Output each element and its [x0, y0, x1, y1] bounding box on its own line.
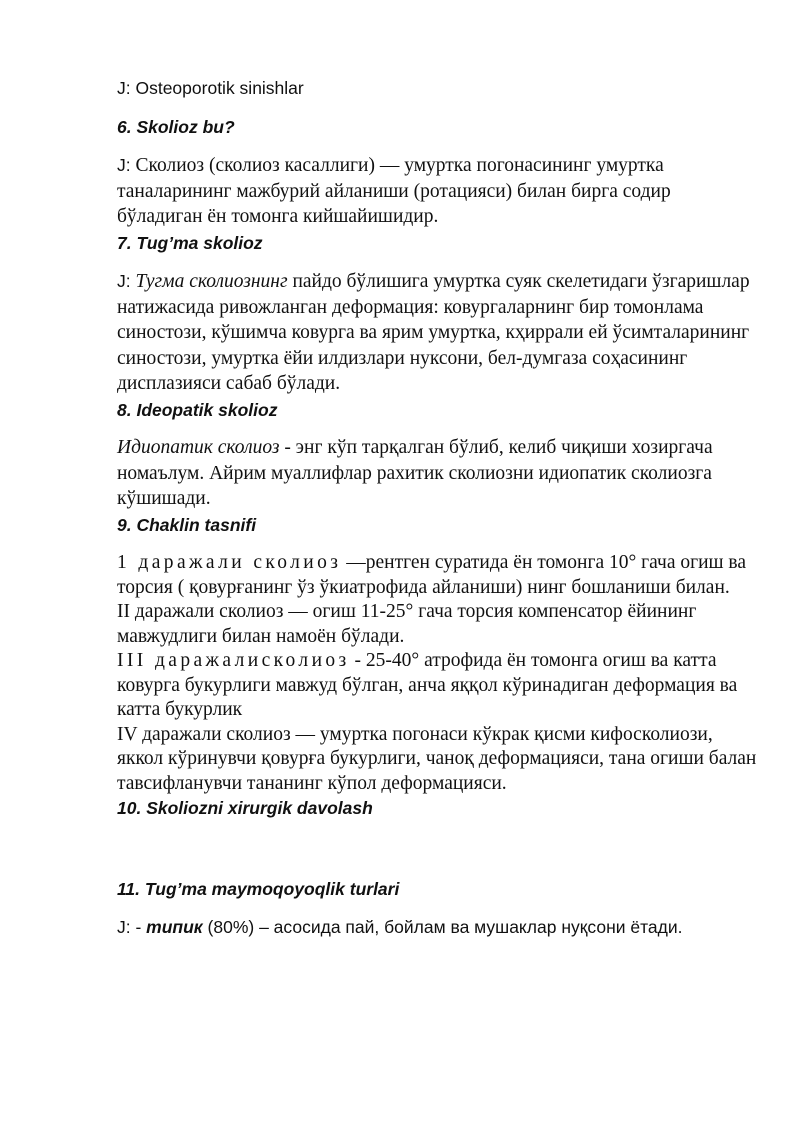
- degree-3-term: III даражалисколиоз: [117, 650, 350, 671]
- answer-8-text: - энг кўп тарқалган бўлиб, келиб чиқиши хозиргача номаълум. Айрим муаллифлар рахитик сколиозни идиопатик сколиозга кўшишади.: [117, 437, 713, 509]
- question-8-heading: 8. Ideopatik skolioz: [117, 399, 278, 420]
- question-11-heading: 11. Tug’ma maymoqoyoqlik turlari: [117, 878, 400, 899]
- answer-5: J: Osteoporotik sinishlar: [117, 78, 304, 98]
- answer-8: [117, 436, 757, 513]
- degree-2-paragraph: II даражали сколиоз — огиш 11-25° гача торсия компенсатор ёйининг мавжудлиги билан намоён бўлади.: [117, 601, 697, 647]
- degree-1-term: 1 даражали сколиоз: [117, 552, 342, 573]
- degree-1-paragraph: [117, 551, 757, 600]
- answer-8-term: Идиопатик сколиоз: [117, 437, 280, 458]
- answer-prefix: J:: [117, 271, 136, 291]
- degree-1-text: —рентген суратида ён томонга 10° гача огиш ва торсия ( қовурғанинг ўз ўкиатрофида айланиши) нинг бошланиши билан.: [117, 552, 747, 598]
- degree-3-text: - 25-40° атрофида ён томонга огиш ва катта ковурга букурлиги мавжуд бўлган, анча яққол кўринадиган деформация ва катта букурлик: [117, 650, 738, 720]
- document-page: [117, 76, 757, 942]
- degree-3-paragraph: [117, 649, 757, 723]
- answer-6-text: Сколиоз (сколиоз касаллиги) — умуртка погонасининг умуртка таналарининг мажбурий айланиши (ротацияси) билан бирга содир бўладиган ён томонга кийшайишидир.: [117, 155, 671, 227]
- answer-11-text: (80%) – асосида пай, бойлам ва мушаклар нуқсони ётади.: [202, 917, 683, 937]
- answer-7-text: пайдо бўлишига умуртка суяк скелетидаги ўзгаришлар натижасида ривожланган деформация: ковургаларнинг бир томонлама синостози, кўшимча ковурга ва ярим умуртка, кҳиррали ей ўсимталарининг синостози, умуртка ёйи илдизлари нуксони, бел-думгаза соҳасининг дисплазияси сабаб бўлади.: [117, 271, 750, 394]
- answer-6: [117, 153, 757, 231]
- question-7-heading: 7. Tug’ma skolioz: [117, 232, 263, 253]
- answer-7-term: Тугма сколиознинг: [135, 271, 288, 292]
- answer-prefix: J:: [117, 155, 136, 175]
- degree-4-paragraph: IV даражали сколиоз — умуртка погонаси кўкрак қисми кифосколиози, яккол кўринувчи қовурға букурлиги, чаноқ деформацияси, тана огиши балан тавсифланувчи тананинг кўпол деформацияси.: [117, 723, 757, 794]
- question-10-heading: 10. Skoliozni xirurgik davolash: [117, 798, 373, 818]
- answer-11-term: типик: [146, 917, 203, 937]
- answer-11: [117, 915, 757, 942]
- answer-prefix: J: -: [117, 917, 147, 937]
- answer-7: [117, 269, 757, 398]
- question-6-heading: 6. Skolioz bu?: [117, 116, 235, 137]
- question-9-heading: 9. Chaklin tasnifi: [117, 514, 257, 535]
